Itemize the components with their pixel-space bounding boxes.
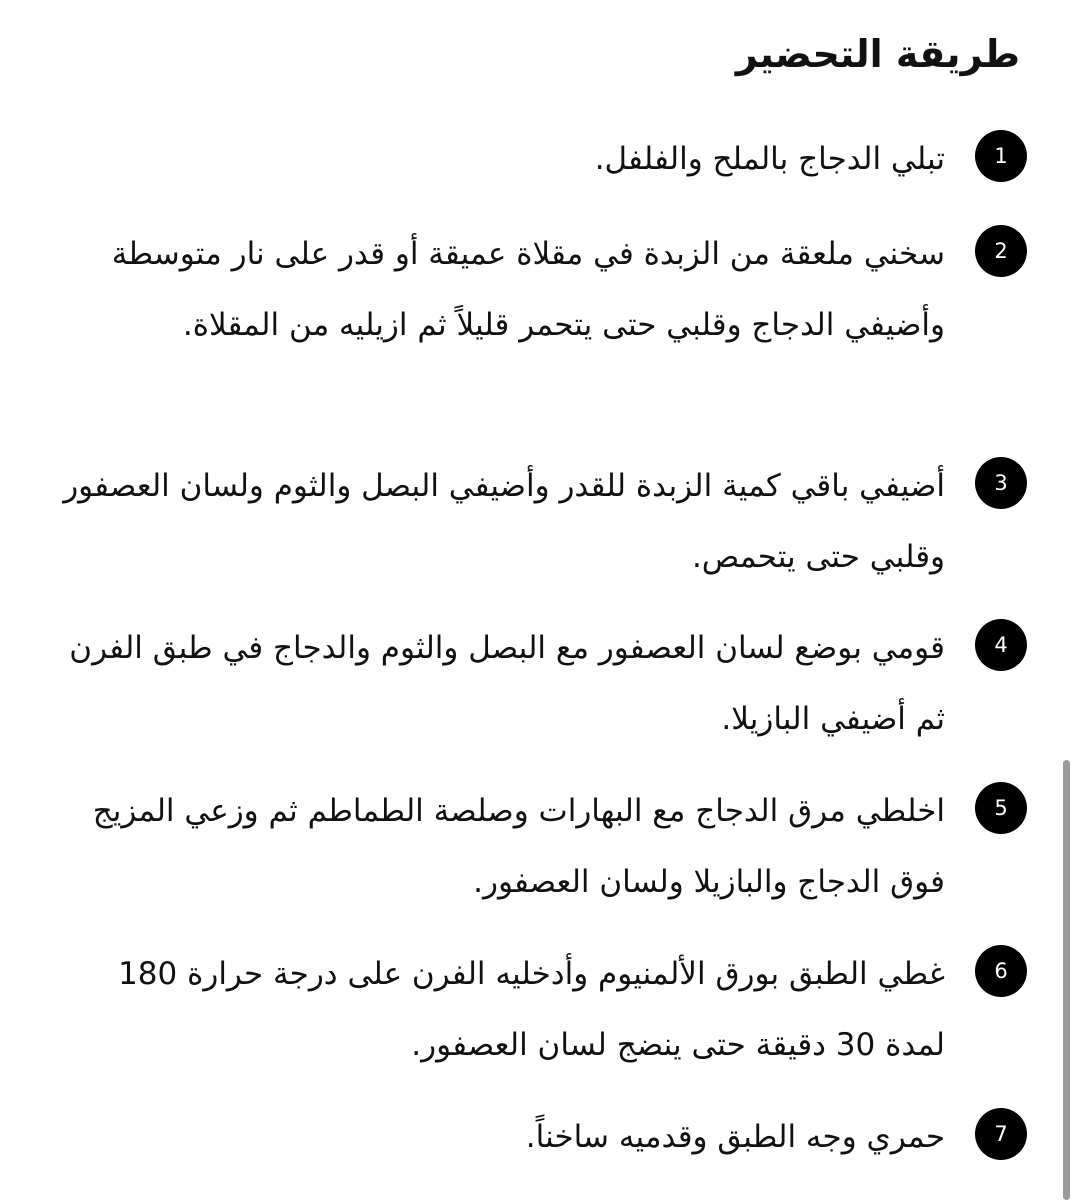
step-number-badge: 3 <box>975 457 1027 509</box>
section-title: طريقة التحضير <box>735 32 1020 76</box>
step-number-badge: 5 <box>975 782 1027 834</box>
step-text: قومي بوضع لسان العصفور مع البصل والثوم والدجاج في طبق الفرن ثم أضيفي البازيلا. <box>69 630 945 737</box>
step-text: اخلطي مرق الدجاج مع البهارات وصلصة الطماطم ثم وزعي المزيج فوق الدجاج والبازيلا ولسان العصفور. <box>92 793 945 900</box>
step-text: سخني ملعقة من الزبدة في مقلاة عميقة أو قدر على نار متوسطة وأضيفي الدجاج وقلبي حتى يتحمر قليلاً ثم ازيليه من المقلاة. <box>111 236 945 343</box>
step-text: غطي الطبق بورق الألمنيوم وأدخليه الفرن على درجة حرارة 180 لمدة 30 دقيقة حتى ينضج لسان العصفور. <box>118 956 945 1063</box>
step-number-badge: 4 <box>975 619 1027 671</box>
step-number-badge: 7 <box>975 1108 1027 1160</box>
vertical-scrollbar[interactable] <box>1063 760 1070 1200</box>
step-text: تبلي الدجاج بالملح والفلفل. <box>594 141 945 177</box>
step-text: حمري وجه الطبق وقدميه ساخناً. <box>525 1119 945 1155</box>
step-number-badge: 6 <box>975 945 1027 997</box>
step-number-badge: 2 <box>975 225 1027 277</box>
step-text: أضيفي باقي كمية الزبدة للقدر وأضيفي البصل والثوم ولسان العصفور وقلبي حتى يتحمص. <box>63 468 945 575</box>
step-number-badge: 1 <box>975 130 1027 182</box>
